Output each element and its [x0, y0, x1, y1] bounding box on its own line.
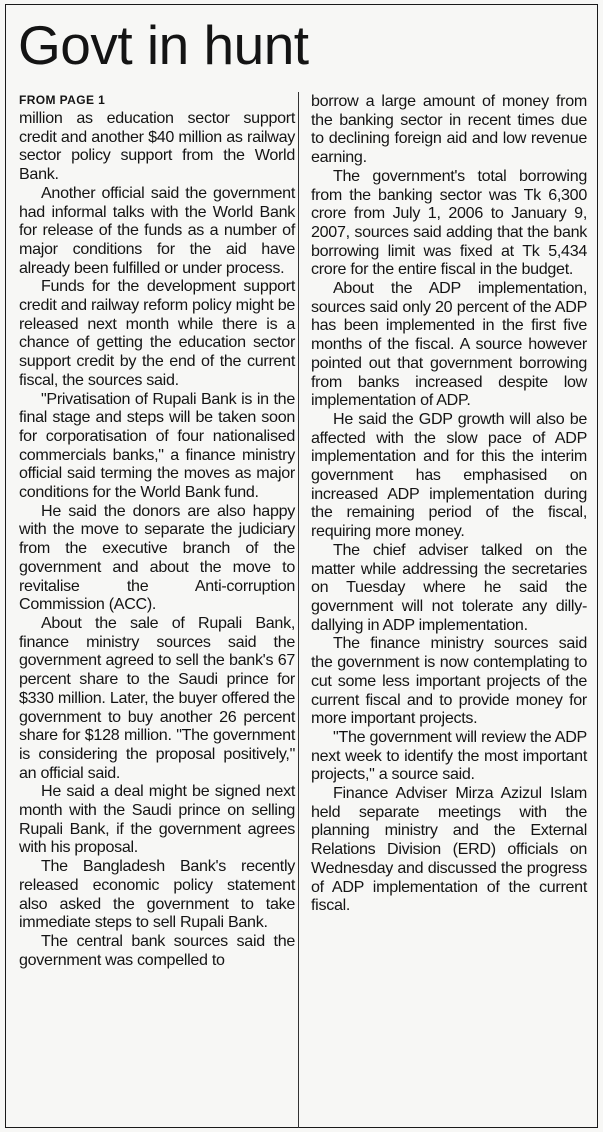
paragraph: The central bank sources said the government was compelled to: [19, 931, 295, 969]
right-column: [311, 92, 587, 915]
paragraph: The finance ministry sources said the government is now contemplating to cut some less important projects of the current fiscal and to provide money for more important projects.: [311, 634, 587, 728]
paragraph: About the ADP implementation, sources said only 20 percent of the ADP has been implemented in the first five months of the fiscal. A source however pointed out that government borrowing from banks increased despite low implementation of ADP.: [311, 279, 587, 410]
headline: Govt in hunt: [18, 14, 309, 76]
left-column: [19, 92, 295, 969]
paragraph: The government's total borrowing from the banking sector was Tk 6,300 crore from July 1, 2006 to January 9, 2007, sources said adding that the bank borrowing limit was fixed at Tk 5,434 crore for the entire fiscal in the budget.: [311, 166, 587, 279]
continuation-kicker: FROM PAGE 1: [19, 93, 106, 107]
paragraph: million as education sector support credit and another $40 million as railway sector policy support from the World Bank.: [19, 109, 295, 184]
paragraph: "Privatisation of Rupali Bank is in the final stage and steps will be taken soon for corporatisation of four nationalised commercials banks," a finance ministry official said terming the moves as major conditions for the World Bank fund.: [19, 389, 295, 502]
paragraph: "The government will review the ADP next week to identify the most important projects," a source said.: [311, 727, 587, 784]
paragraph: About the sale of Rupali Bank, finance ministry sources said the government agreed to sell the bank's 67 percent share to the Saudi prince for $330 million. Later, the buyer offered the government to buy another 26 percent share for $128 million. "The government is considering the proposal positively," an official said.: [19, 613, 295, 782]
paragraph: He said a deal might be signed next month with the Saudi prince on selling Rupali Bank, if the government agrees with his proposal.: [19, 782, 295, 857]
paragraph: Funds for the development support credit and railway reform policy might be released next month while there is a chance of getting the education sector support credit by the end of the current fiscal, the sources said.: [19, 277, 295, 389]
column-divider: [298, 92, 299, 1128]
paragraph: Another official said the government had informal talks with the World Bank for release of the funds as a number of major conditions for the aid have already been fulfilled or under process.: [19, 183, 295, 277]
paragraph: The chief adviser talked on the matter while addressing the secretaries on Tuesday where he said the government will not tolerate any dilly-dallying in ADP implementation.: [311, 540, 587, 634]
paragraph: The Bangladesh Bank's recently released economic policy statement also asked the government to take immediate steps to sell Rupali Bank.: [19, 857, 295, 932]
paragraph: Finance Adviser Mirza Azizul Islam held separate meetings with the planning ministry and the External Relations Division (ERD) officials on Wednesday and discussed the progress of ADP implementation of the current fiscal.: [311, 784, 587, 915]
paragraph: He said the GDP growth will also be affected with the slow pace of ADP implementation and for this the interim government has emphasised on increased ADP implementation during the remaining period of the fiscal, requiring more money.: [311, 409, 587, 541]
paragraph: He said the donors are also happy with the move to separate the judiciary from the executive branch of the government and about the move to revitalise the Anti-corruption Commission (ACC).: [19, 501, 295, 614]
paragraph: borrow a large amount of money from the banking sector in recent times due to declining foreign aid and low revenue earning.: [311, 92, 587, 167]
